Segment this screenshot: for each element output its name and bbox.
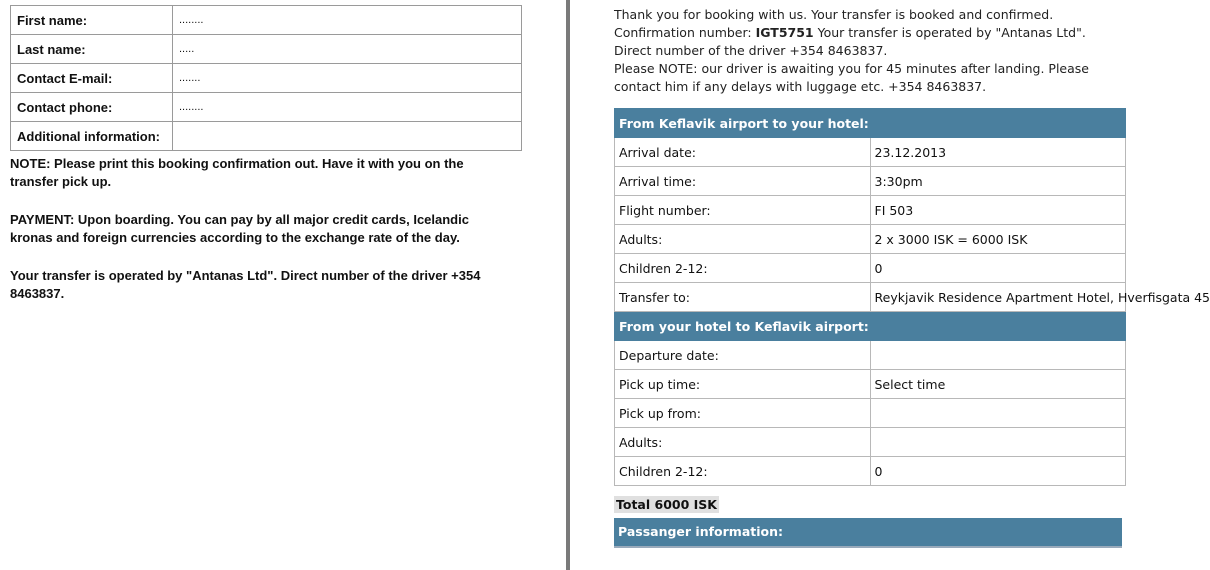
contact-email-label: Contact E-mail: [11,64,173,93]
last-name-label: Last name: [11,35,173,64]
contact-phone-value: ........ [173,93,522,122]
return-children-value: 0 [870,457,1126,486]
departure-date-value [870,341,1126,370]
return-adults-value [870,428,1126,457]
pickup-from-value [870,399,1126,428]
transfer-to-label: Transfer to: [615,283,871,312]
children-value: 0 [870,254,1126,283]
arrival-date-label: Arrival date: [615,138,871,167]
pickup-from-row [615,399,1126,428]
left-page [0,0,566,570]
adults-row [615,225,1126,254]
operator-note: Your transfer is operated by "Antanas Ltd". Direct number of the driver +354 8463837. [10,268,481,301]
last-name-row [11,35,522,64]
page-divider [566,0,570,570]
additional-info-label: Additional information: [11,122,173,151]
additional-info-row [11,122,522,151]
arrival-time-value: 3:30pm [870,167,1126,196]
adults-value: 2 x 3000 ISK = 6000 ISK [870,225,1126,254]
return-children-label: Children 2-12: [615,457,871,486]
flight-number-label: Flight number: [615,196,871,225]
children-label: Children 2-12: [615,254,871,283]
first-name-row [11,6,522,35]
arrival-time-label: Arrival time: [615,167,871,196]
adults-label: Adults: [615,225,871,254]
return-adults-label: Adults: [615,428,871,457]
contact-phone-label: Contact phone: [11,93,173,122]
arrival-date-row [615,138,1126,167]
additional-info-value [173,122,522,151]
transfer-to-row [615,283,1126,312]
operated-text: Your transfer is operated by "Antanas Ltd". Direct number of the driver +354 8463837. [614,25,1086,58]
contact-email-value: ....... [173,64,522,93]
arrival-time-row [615,167,1126,196]
to-hotel-header: From Keflavik airport to your hotel: [615,109,1126,138]
thanks-text: Thank you for booking with us. Your transfer is booked and confirmed. Confirmation number: [614,7,1054,40]
last-name-value: ..... [173,35,522,64]
return-children-row [615,457,1126,486]
flight-number-value: FI 503 [870,196,1126,225]
print-note: NOTE: Please print this booking confirmation out. Have it with you on the transfer pick up. [10,156,464,189]
driver-wait-note: Please NOTE: our driver is awaiting you for 45 minutes after landing. Please contact him if any delays with luggage etc. +354 8463837. [614,61,1089,94]
first-name-label: First name: [11,6,173,35]
transfer-details-table [614,108,1210,486]
contact-form-table [10,5,522,151]
payment-note: PAYMENT: Upon boarding. You can pay by all major credit cards, Icelandic kronas and foreign currencies according to the exchange rate of the day. [10,212,469,245]
contact-phone-row [11,93,522,122]
to-hotel-header-row [615,109,1126,138]
arrival-date-value: 23.12.2013 [870,138,1126,167]
transfer-to-value: Reykjavik Residence Apartment Hotel, Hverfisgata 45 [870,283,1126,312]
children-row [615,254,1126,283]
to-airport-header-row [615,312,1126,341]
flight-number-row [615,196,1126,225]
confirmation-number: IGT5751 [755,25,814,40]
passenger-info-header: Passanger information: [614,518,1122,548]
return-adults-row [615,428,1126,457]
to-airport-header: From your hotel to Keflavik airport: [615,312,1126,341]
pickup-from-label: Pick up from: [615,399,871,428]
departure-date-row [615,341,1126,370]
booking-notes [10,155,510,323]
contact-email-row [11,64,522,93]
first-name-value: ........ [173,6,522,35]
pickup-time-row [615,370,1126,399]
departure-date-label: Departure date: [615,341,871,370]
total-price: Total 6000 ISK [616,497,717,512]
pickup-time-label: Pick up time: [615,370,871,399]
pickup-time-value: Select time [870,370,1126,399]
confirmation-text [614,6,1126,96]
